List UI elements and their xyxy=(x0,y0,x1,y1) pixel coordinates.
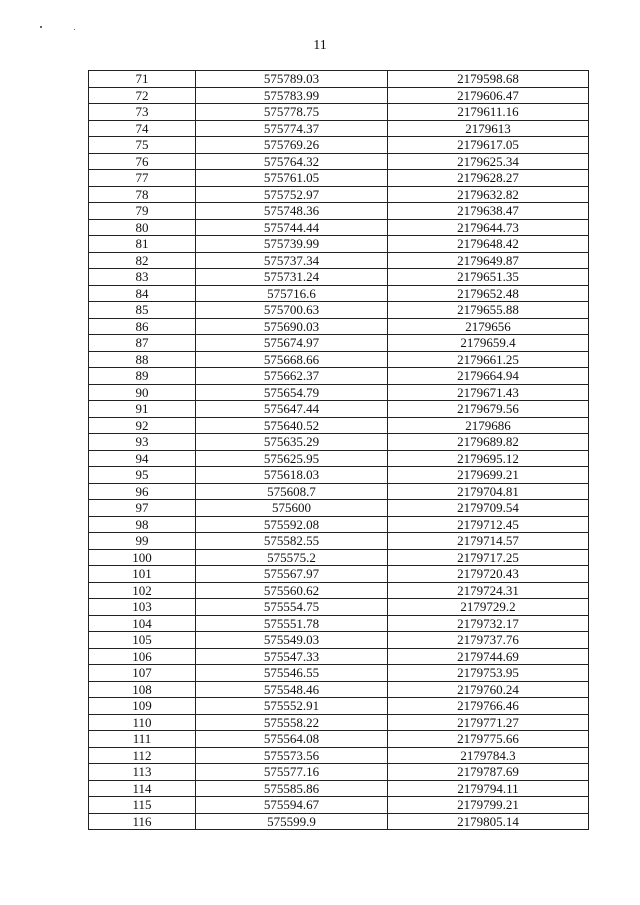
point-number-cell: 103 xyxy=(89,599,196,616)
point-number-cell: 90 xyxy=(89,384,196,401)
y-coordinate-cell: 2179794.11 xyxy=(388,780,589,797)
point-number-cell: 111 xyxy=(89,731,196,748)
x-coordinate-cell: 575573.56 xyxy=(196,747,388,764)
x-coordinate-cell: 575668.66 xyxy=(196,351,388,368)
x-coordinate-cell: 575640.52 xyxy=(196,417,388,434)
table-row xyxy=(89,813,589,830)
x-coordinate-cell: 575654.79 xyxy=(196,384,388,401)
x-coordinate-cell: 575731.24 xyxy=(196,269,388,286)
table-row xyxy=(89,170,589,187)
x-coordinate-cell: 575625.95 xyxy=(196,450,388,467)
point-number-cell: 91 xyxy=(89,401,196,418)
x-coordinate-cell: 575647.44 xyxy=(196,401,388,418)
y-coordinate-cell: 2179712.45 xyxy=(388,516,589,533)
x-coordinate-cell: 575737.34 xyxy=(196,252,388,269)
point-number-cell: 73 xyxy=(89,104,196,121)
table-row xyxy=(89,219,589,236)
table-row xyxy=(89,780,589,797)
point-number-cell: 97 xyxy=(89,500,196,517)
point-number-cell: 108 xyxy=(89,681,196,698)
table-row xyxy=(89,714,589,731)
x-coordinate-cell: 575783.99 xyxy=(196,87,388,104)
x-coordinate-cell: 575618.03 xyxy=(196,467,388,484)
x-coordinate-cell: 575769.26 xyxy=(196,137,388,154)
table-row xyxy=(89,467,589,484)
point-number-cell: 105 xyxy=(89,632,196,649)
y-coordinate-cell: 2179659.4 xyxy=(388,335,589,352)
x-coordinate-cell: 575662.37 xyxy=(196,368,388,385)
y-coordinate-cell: 2179695.12 xyxy=(388,450,589,467)
point-number-cell: 102 xyxy=(89,582,196,599)
y-coordinate-cell: 2179699.21 xyxy=(388,467,589,484)
y-coordinate-cell: 2179617.05 xyxy=(388,137,589,154)
y-coordinate-cell: 2179598.68 xyxy=(388,71,589,88)
y-coordinate-cell: 2179709.54 xyxy=(388,500,589,517)
point-number-cell: 114 xyxy=(89,780,196,797)
y-coordinate-cell: 2179656 xyxy=(388,318,589,335)
table-row xyxy=(89,302,589,319)
table-row xyxy=(89,434,589,451)
y-coordinate-cell: 2179799.21 xyxy=(388,797,589,814)
point-number-cell: 101 xyxy=(89,566,196,583)
x-coordinate-cell: 575599.9 xyxy=(196,813,388,830)
y-coordinate-cell: 2179613 xyxy=(388,120,589,137)
y-coordinate-cell: 2179689.82 xyxy=(388,434,589,451)
x-coordinate-cell: 575577.16 xyxy=(196,764,388,781)
x-coordinate-cell: 575674.97 xyxy=(196,335,388,352)
x-coordinate-cell: 575546.55 xyxy=(196,665,388,682)
point-number-cell: 78 xyxy=(89,186,196,203)
table-row xyxy=(89,500,589,517)
y-coordinate-cell: 2179787.69 xyxy=(388,764,589,781)
y-coordinate-cell: 2179661.25 xyxy=(388,351,589,368)
x-coordinate-cell: 575558.22 xyxy=(196,714,388,731)
table-row xyxy=(89,269,589,286)
y-coordinate-cell: 2179784.3 xyxy=(388,747,589,764)
point-number-cell: 94 xyxy=(89,450,196,467)
scan-speck xyxy=(40,26,42,28)
x-coordinate-cell: 575575.2 xyxy=(196,549,388,566)
x-coordinate-cell: 575761.05 xyxy=(196,170,388,187)
y-coordinate-cell: 2179771.27 xyxy=(388,714,589,731)
x-coordinate-cell: 575585.86 xyxy=(196,780,388,797)
table-row xyxy=(89,104,589,121)
table-row xyxy=(89,417,589,434)
x-coordinate-cell: 575549.03 xyxy=(196,632,388,649)
point-number-cell: 84 xyxy=(89,285,196,302)
point-number-cell: 112 xyxy=(89,747,196,764)
x-coordinate-cell: 575582.55 xyxy=(196,533,388,550)
x-coordinate-cell: 575560.62 xyxy=(196,582,388,599)
point-number-cell: 100 xyxy=(89,549,196,566)
point-number-cell: 77 xyxy=(89,170,196,187)
table-row xyxy=(89,665,589,682)
table-row xyxy=(89,335,589,352)
point-number-cell: 71 xyxy=(89,71,196,88)
y-coordinate-cell: 2179753.95 xyxy=(388,665,589,682)
table-row xyxy=(89,731,589,748)
y-coordinate-cell: 2179671.43 xyxy=(388,384,589,401)
point-number-cell: 93 xyxy=(89,434,196,451)
point-number-cell: 113 xyxy=(89,764,196,781)
x-coordinate-cell: 575778.75 xyxy=(196,104,388,121)
y-coordinate-cell: 2179737.76 xyxy=(388,632,589,649)
point-number-cell: 95 xyxy=(89,467,196,484)
x-coordinate-cell: 575744.44 xyxy=(196,219,388,236)
y-coordinate-cell: 2179655.88 xyxy=(388,302,589,319)
table-row xyxy=(89,533,589,550)
point-number-cell: 83 xyxy=(89,269,196,286)
x-coordinate-cell: 575592.08 xyxy=(196,516,388,533)
point-number-cell: 88 xyxy=(89,351,196,368)
x-coordinate-cell: 575551.78 xyxy=(196,615,388,632)
point-number-cell: 104 xyxy=(89,615,196,632)
y-coordinate-cell: 2179638.47 xyxy=(388,203,589,220)
x-coordinate-cell: 575554.75 xyxy=(196,599,388,616)
table-row xyxy=(89,450,589,467)
point-number-cell: 99 xyxy=(89,533,196,550)
y-coordinate-cell: 2179664.94 xyxy=(388,368,589,385)
point-number-cell: 92 xyxy=(89,417,196,434)
table-row xyxy=(89,698,589,715)
table-row xyxy=(89,236,589,253)
table-row xyxy=(89,483,589,500)
table-row xyxy=(89,516,589,533)
x-coordinate-cell: 575600 xyxy=(196,500,388,517)
point-number-cell: 96 xyxy=(89,483,196,500)
x-coordinate-cell: 575739.99 xyxy=(196,236,388,253)
point-number-cell: 86 xyxy=(89,318,196,335)
point-number-cell: 76 xyxy=(89,153,196,170)
table-row xyxy=(89,401,589,418)
table-row xyxy=(89,137,589,154)
table-row xyxy=(89,351,589,368)
table-row xyxy=(89,318,589,335)
point-number-cell: 109 xyxy=(89,698,196,715)
point-number-cell: 116 xyxy=(89,813,196,830)
y-coordinate-cell: 2179649.87 xyxy=(388,252,589,269)
y-coordinate-cell: 2179644.73 xyxy=(388,219,589,236)
y-coordinate-cell: 2179632.82 xyxy=(388,186,589,203)
point-number-cell: 98 xyxy=(89,516,196,533)
table-row xyxy=(89,368,589,385)
point-number-cell: 82 xyxy=(89,252,196,269)
point-number-cell: 81 xyxy=(89,236,196,253)
table-row xyxy=(89,203,589,220)
point-number-cell: 115 xyxy=(89,797,196,814)
table-row xyxy=(89,566,589,583)
x-coordinate-cell: 575690.03 xyxy=(196,318,388,335)
y-coordinate-cell: 2179611.16 xyxy=(388,104,589,121)
x-coordinate-cell: 575608.7 xyxy=(196,483,388,500)
point-number-cell: 85 xyxy=(89,302,196,319)
table-row xyxy=(89,120,589,137)
y-coordinate-cell: 2179679.56 xyxy=(388,401,589,418)
y-coordinate-cell: 2179724.31 xyxy=(388,582,589,599)
y-coordinate-cell: 2179766.46 xyxy=(388,698,589,715)
y-coordinate-cell: 2179775.66 xyxy=(388,731,589,748)
y-coordinate-cell: 2179732.17 xyxy=(388,615,589,632)
table-row xyxy=(89,71,589,88)
x-coordinate-cell: 575789.03 xyxy=(196,71,388,88)
x-coordinate-cell: 575547.33 xyxy=(196,648,388,665)
y-coordinate-cell: 2179729.2 xyxy=(388,599,589,616)
table-row xyxy=(89,582,589,599)
point-number-cell: 75 xyxy=(89,137,196,154)
y-coordinate-cell: 2179744.69 xyxy=(388,648,589,665)
y-coordinate-cell: 2179651.35 xyxy=(388,269,589,286)
page-number: 11 xyxy=(313,38,327,53)
point-number-cell: 89 xyxy=(89,368,196,385)
x-coordinate-cell: 575548.46 xyxy=(196,681,388,698)
x-coordinate-cell: 575774.37 xyxy=(196,120,388,137)
table-row xyxy=(89,87,589,104)
coordinates-table xyxy=(88,70,589,830)
table-row xyxy=(89,384,589,401)
table-row xyxy=(89,764,589,781)
table-row xyxy=(89,632,589,649)
x-coordinate-cell: 575752.97 xyxy=(196,186,388,203)
y-coordinate-cell: 2179805.14 xyxy=(388,813,589,830)
table-row xyxy=(89,285,589,302)
point-number-cell: 107 xyxy=(89,665,196,682)
table-row xyxy=(89,747,589,764)
x-coordinate-cell: 575635.29 xyxy=(196,434,388,451)
y-coordinate-cell: 2179717.25 xyxy=(388,549,589,566)
point-number-cell: 106 xyxy=(89,648,196,665)
point-number-cell: 79 xyxy=(89,203,196,220)
y-coordinate-cell: 2179648.42 xyxy=(388,236,589,253)
x-coordinate-cell: 575764.32 xyxy=(196,153,388,170)
point-number-cell: 72 xyxy=(89,87,196,104)
y-coordinate-cell: 2179625.34 xyxy=(388,153,589,170)
x-coordinate-cell: 575748.36 xyxy=(196,203,388,220)
table-row xyxy=(89,648,589,665)
y-coordinate-cell: 2179714.57 xyxy=(388,533,589,550)
table-row xyxy=(89,549,589,566)
table-row xyxy=(89,681,589,698)
x-coordinate-cell: 575594.67 xyxy=(196,797,388,814)
x-coordinate-cell: 575716.6 xyxy=(196,285,388,302)
y-coordinate-cell: 2179704.81 xyxy=(388,483,589,500)
x-coordinate-cell: 575567.97 xyxy=(196,566,388,583)
point-number-cell: 110 xyxy=(89,714,196,731)
table-row xyxy=(89,186,589,203)
table-row xyxy=(89,153,589,170)
scan-speck xyxy=(74,29,75,30)
y-coordinate-cell: 2179652.48 xyxy=(388,285,589,302)
y-coordinate-cell: 2179760.24 xyxy=(388,681,589,698)
table-row xyxy=(89,797,589,814)
y-coordinate-cell: 2179628.27 xyxy=(388,170,589,187)
y-coordinate-cell: 2179720.43 xyxy=(388,566,589,583)
point-number-cell: 74 xyxy=(89,120,196,137)
x-coordinate-cell: 575564.08 xyxy=(196,731,388,748)
point-number-cell: 80 xyxy=(89,219,196,236)
x-coordinate-cell: 575700.63 xyxy=(196,302,388,319)
table-row xyxy=(89,615,589,632)
x-coordinate-cell: 575552.91 xyxy=(196,698,388,715)
point-number-cell: 87 xyxy=(89,335,196,352)
table-row xyxy=(89,252,589,269)
y-coordinate-cell: 2179686 xyxy=(388,417,589,434)
y-coordinate-cell: 2179606.47 xyxy=(388,87,589,104)
table-row xyxy=(89,599,589,616)
table-body xyxy=(89,71,589,830)
